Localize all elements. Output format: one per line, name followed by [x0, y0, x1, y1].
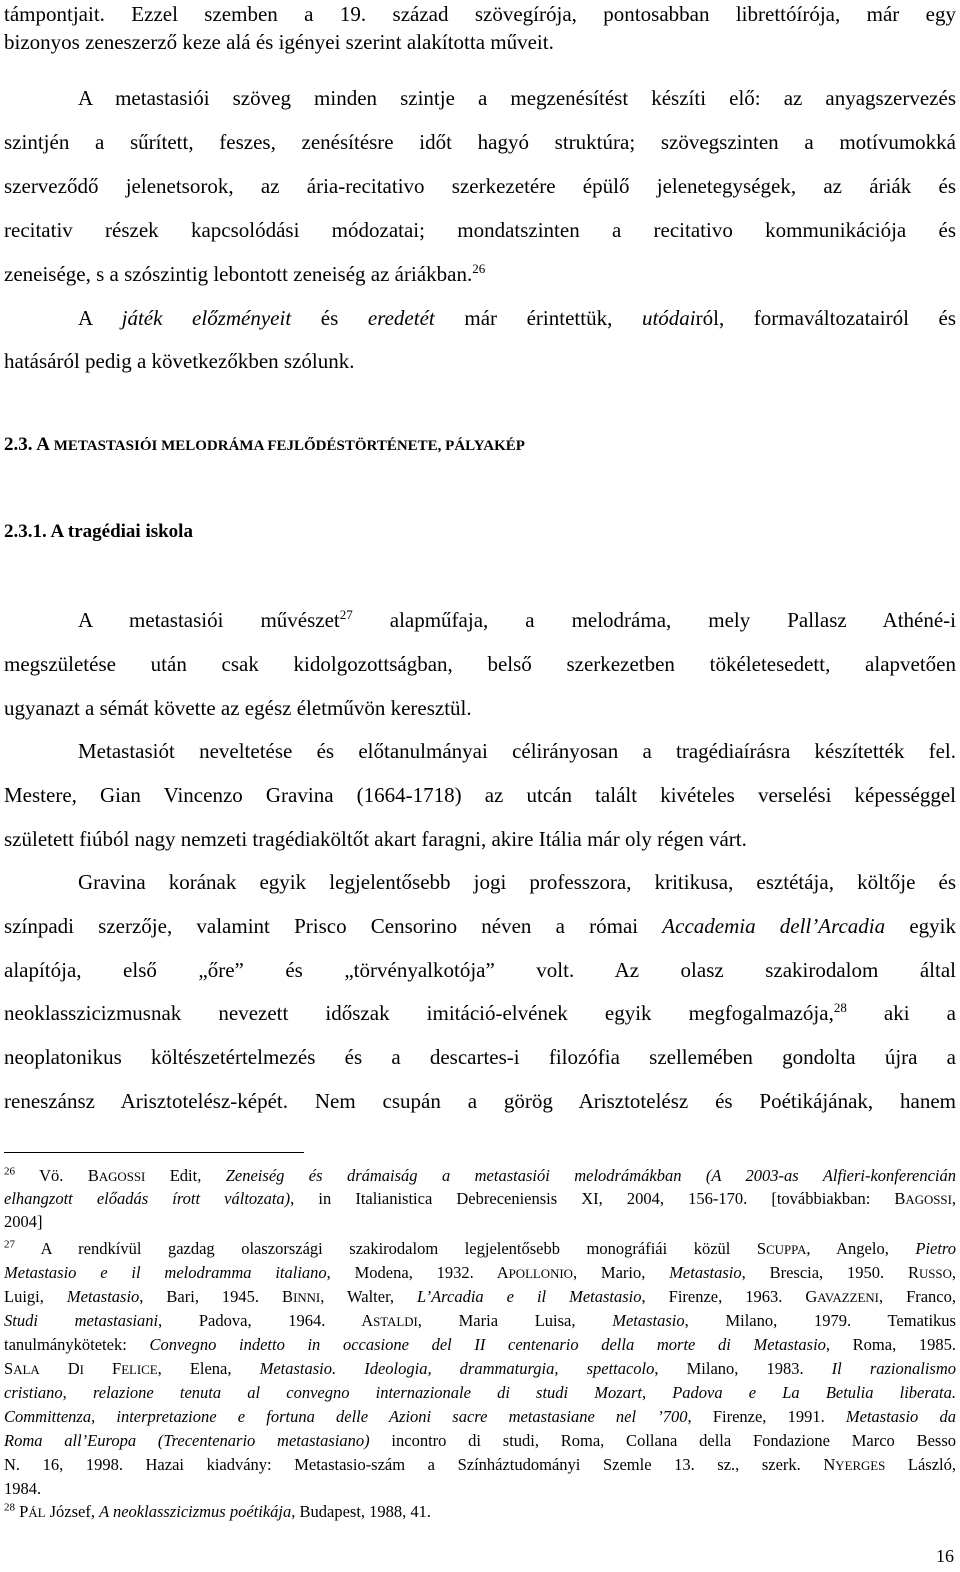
text-span: , Roma, 1985. [825, 1335, 956, 1354]
footnote-line [4, 1262, 956, 1284]
footnote-line [4, 1382, 956, 1404]
text-span: , Mario, [572, 1263, 670, 1282]
text-line: A metastasiói szöveg minden szintje a megzenésítést készíti elő: az anyagszervezés [78, 86, 956, 110]
text-span: A [78, 306, 122, 330]
footnote-line [4, 1430, 956, 1452]
text-span: , [951, 1189, 956, 1208]
italic-span: játék előzményeit [121, 306, 292, 330]
section-heading [4, 434, 525, 456]
text-span: , Budapest, 1988, 41. [291, 1502, 432, 1521]
text-line: született fiúból nagy nemzeti tragédiaköltőt akart faragni, akire Itália már oly régen várt. [4, 827, 747, 851]
italic-span: utódai [641, 306, 696, 330]
text-span: színpadi szerzője, valamint Prisco Censorino néven a római [4, 914, 663, 938]
text-span: P [15, 1502, 29, 1521]
footnote-line [4, 1406, 956, 1428]
text-span: Vö. B [15, 1166, 99, 1185]
footnote-line [4, 1188, 956, 1210]
italic-span: cristiano, relazione tenuta al convegno internazionale di studi Mozart, Padova e La Betulia liberata. [4, 1383, 956, 1402]
text-span: , Firenze, 1991. [687, 1407, 846, 1426]
text-line: recitativ részek kapcsolódási módozatai; mondatszinten a recitativo kommunikációja és [4, 218, 956, 242]
text-span: tanulmánykötetek: [4, 1335, 150, 1354]
italic-span: Accademia dell’Arcadia [662, 914, 886, 938]
text-line: megszületése után csak kidolgozottságban, belső szerkezetben tökéletesedett, alapvetően [4, 652, 956, 676]
heading-initial: A [36, 434, 50, 455]
italic-span: Metastasio da [845, 1407, 956, 1426]
text-line: támpontjait. Ezzel szemben a 19. század szövegírója, pontosabban librettóírója, már egy [4, 2, 956, 26]
smallcaps-span: STALDI [373, 1315, 418, 1329]
page-number: 16 [936, 1546, 954, 1566]
italic-span: A neoklasszicizmus poétikája [99, 1502, 292, 1521]
italic-span: Roma all’Europa (Trecentenario metastasiano) [4, 1431, 370, 1450]
text-span: , Franco, [878, 1287, 957, 1306]
smallcaps-span: POLLONIO [508, 1267, 573, 1281]
text-span: neoklasszicizmusnak nevezett időszak imitáció-elvének egyik megfogalmazója, [4, 1001, 834, 1025]
heading-number: 2.3. [4, 434, 37, 455]
text-span: és [291, 306, 368, 330]
footnote-ref-26[interactable]: 26 [472, 261, 486, 276]
text-span: már érintettük, [434, 306, 642, 330]
heading-title: METASTASIÓI MELODRÁMA FEJLŐDÉSTÖRTÉNETE, PÁLYAKÉP [49, 438, 525, 454]
italic-span: Metastasio [66, 1287, 140, 1306]
text-span: N. 16, 1998. Hazai kiadvány: Metastasio-szám a Színháztudományi Szemle 13. sz., szerk. N [4, 1455, 836, 1474]
text-line [4, 912, 956, 940]
footnote-ref-27[interactable]: 27 [339, 607, 353, 622]
footnote-line [4, 1334, 956, 1356]
footnote-line [4, 1286, 956, 1308]
smallcaps-span: AVAZZENI [817, 1291, 879, 1305]
italic-span: Pietro [915, 1239, 956, 1258]
text-span: , Firenze, 1963. G [641, 1287, 818, 1306]
smallcaps-span: AGOSSI [905, 1193, 952, 1207]
text-span: , Milano, 1979. Tematikus [684, 1311, 956, 1330]
footnote-ref-28[interactable]: 28 [833, 1000, 847, 1015]
text-span: József, [45, 1502, 100, 1521]
text-line [4, 304, 956, 332]
text-span: egyik [885, 914, 956, 938]
text-line: szerveződő jelenetsorok, az ária-recitativo szerkezetére épülő jelenetegységek, az áriák és [4, 174, 956, 198]
italic-span: eredetét [367, 306, 435, 330]
footnote-27 [4, 1238, 956, 1260]
footnote-line: 2004] [4, 1212, 43, 1231]
italic-span: Committenza, interpretazione e fortuna delle Azioni sacre metastasiane nel ’700 [4, 1407, 688, 1426]
text-line: Gravina korának egyik legjelentősebb jogi professzora, kritikusa, esztétája, költője és [78, 870, 956, 894]
text-line: neoplatonikus költészetértelmezés és a descartes-i filozófia szellemében gondolta újra a [4, 1045, 956, 1069]
smallcaps-span: CUPPA [766, 1243, 807, 1257]
text-span: , Maria Luisa, [417, 1311, 613, 1330]
text-span: D [39, 1359, 80, 1378]
text-span: A metastasiói művészet [78, 608, 340, 632]
text-span: , Angelo, [806, 1239, 916, 1258]
text-span: zeneisége, s a szószintig lebontott zeneiség az áriákban. [4, 262, 473, 286]
text-span: , Elena, [157, 1359, 260, 1378]
text-line [4, 606, 956, 634]
text-span: , [951, 1263, 956, 1282]
text-span: alapműfaja, a melodráma, mely Pallasz Athéné-i [352, 608, 957, 632]
text-span: , Milano, 1983. [654, 1359, 832, 1378]
smallcaps-span: AGOSSI [98, 1170, 146, 1184]
text-line: reneszánsz Arisztotelész-képét. Nem csupán a görög Arisztotelész és Poétikájának, hanem [4, 1089, 956, 1113]
text-span: ról, formaváltozatairól és [695, 306, 957, 330]
italic-span: Zeneiség és drámaiság a metastasiói melodrámákban (A 2003-as Alfieri-konferencián [225, 1166, 956, 1185]
text-line [4, 999, 956, 1027]
italic-span: Il razionalismo [831, 1359, 957, 1378]
text-span: Edit, [145, 1166, 226, 1185]
text-span: A rendkívül gazdag olaszországi szakirodalom legjelentősebb monográfiái közül S [15, 1239, 767, 1258]
smallcaps-span: I [79, 1363, 84, 1377]
text-span: aki a [846, 1001, 957, 1025]
text-span: , Modena, 1932. A [326, 1263, 509, 1282]
footnote-line [4, 1358, 956, 1380]
smallcaps-span: INNI [293, 1291, 321, 1305]
italic-span: Metastasio [612, 1311, 685, 1330]
text-span: László, [885, 1455, 956, 1474]
text-line [4, 260, 956, 288]
footnote-number: 26 [4, 1165, 15, 1178]
italic-span: elhangzott előadás írott változata) [4, 1189, 291, 1208]
footnote-line: 1984. [4, 1479, 42, 1498]
footnote-number: 28 [4, 1501, 15, 1514]
smallcaps-span: ALA [13, 1363, 40, 1377]
footnote-28 [4, 1501, 956, 1523]
text-span: , Walter, [320, 1287, 418, 1306]
text-line: szintjén a sűrített, feszes, zenésítésre időt hagyó struktúra; szövegszinten a motívumokká [4, 130, 956, 154]
text-line: alapítója, első „őre” és „törvényalkotója” volt. Az olasz szakirodalom által [4, 958, 956, 982]
text-span: F [83, 1359, 122, 1378]
text-span: , Brescia, 1950. R [741, 1263, 919, 1282]
italic-span: L’Arcadia e il Metastasio [417, 1287, 642, 1306]
italic-span: Convegno indetto in occasione del II centenario della morte di Metastasio [149, 1335, 826, 1354]
text-line: Metastasiót neveltetése és előtanulmányai célirányosan a tragédiaírásra készítették fel. [78, 739, 956, 763]
smallcaps-span: ELICE [121, 1363, 158, 1377]
smallcaps-span: USSO [918, 1267, 952, 1281]
subsection-heading: 2.3.1. A tragédiai iskola [4, 521, 193, 542]
smallcaps-span: ÁL [28, 1506, 46, 1520]
text-line: ugyanazt a sémát követte az egész életművön keresztül. [4, 696, 472, 720]
footnote-26 [4, 1165, 956, 1187]
text-line: Mestere, Gian Vincenzo Gravina (1664-1718) az utcán talált kivételes verselési képességgel [4, 783, 956, 807]
footnote-number: 27 [4, 1238, 15, 1251]
italic-span: Metastasio e il melodramma italiano [4, 1263, 327, 1282]
italic-span: Metastasio. Ideologia, drammaturgia, spettacolo [259, 1359, 655, 1378]
text-span: , in Italianistica Debreceniensis XI, 2004, 156-170. [továbbiakban: B [290, 1189, 906, 1208]
text-span: , Bari, 1945. B [139, 1287, 294, 1306]
text-span: Luigi, [4, 1287, 67, 1306]
italic-span: Metastasio [669, 1263, 742, 1282]
footnote-line [4, 1454, 956, 1476]
text-line: hatásáról pedig a következőkben szólunk. [4, 349, 355, 373]
footnote-separator [4, 1152, 304, 1153]
text-line: bizonyos zeneszerző keze alá és igényei szerint alakította műveit. [4, 30, 554, 54]
smallcaps-span: YERGES [835, 1459, 886, 1473]
text-span: S [4, 1359, 14, 1378]
text-span: incontro di studi, Roma, Collana della Fondazione Marco Besso [369, 1431, 956, 1450]
italic-span: Studi metastasiani [4, 1311, 159, 1330]
text-span: , Padova, 1964. A [158, 1311, 374, 1330]
footnote-line [4, 1310, 956, 1332]
